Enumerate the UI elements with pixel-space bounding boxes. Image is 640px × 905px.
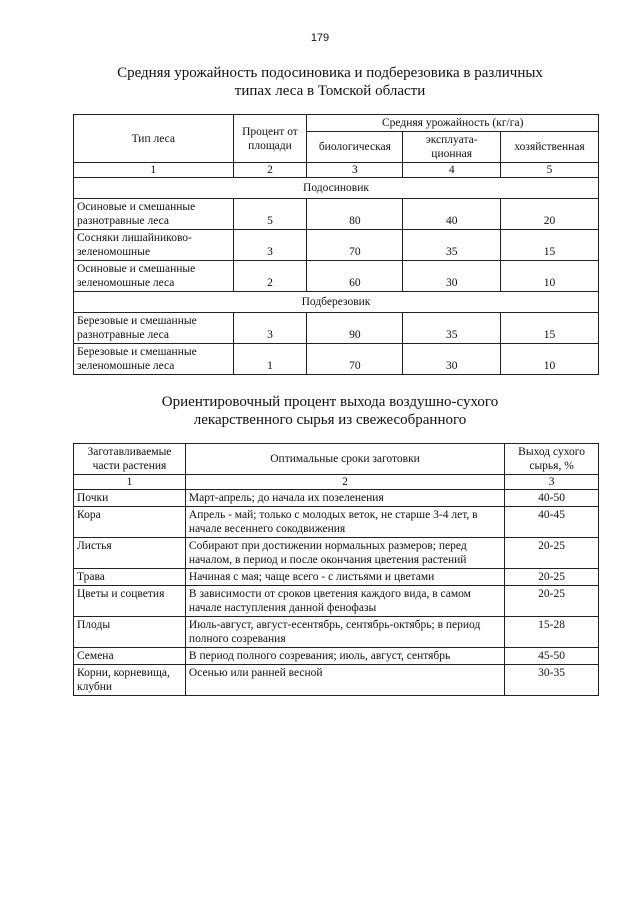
percent-cell: 5: [233, 199, 307, 230]
dry-yield-cell: 15-28: [505, 617, 599, 648]
economic-cell: 15: [501, 230, 599, 261]
exploitation-cell: 35: [403, 313, 501, 344]
header-dry-yield: [505, 444, 599, 475]
column-number: 3: [307, 163, 403, 178]
header-exploitation-line2: ционная: [431, 148, 473, 160]
column-number-row: [74, 475, 599, 490]
column-number: 3: [505, 475, 599, 490]
table1-title-line1: Средняя урожайность подосиновика и подберезовика в различных: [117, 65, 543, 81]
table-row: [74, 199, 599, 230]
exploitation-cell: 30: [403, 261, 501, 292]
timing-cell: В период полного созревания; июль, август, сентябрь: [185, 648, 504, 665]
mushroom-yield-table: [73, 114, 599, 375]
forest-type-line1: Березовые и смешанные: [77, 315, 197, 327]
dry-yield-cell: 20-25: [505, 538, 599, 569]
column-number: 5: [501, 163, 599, 178]
table2-title: [60, 393, 600, 429]
table-row: [74, 665, 599, 696]
column-number: 2: [185, 475, 504, 490]
dry-yield-cell: 45-50: [505, 648, 599, 665]
plant-part-cell: Семена: [74, 648, 186, 665]
timing-cell: Март-апрель; до начала их позеленения: [185, 490, 504, 507]
exploitation-cell: 30: [403, 344, 501, 375]
plant-part-cell: Трава: [74, 569, 186, 586]
economic-cell: 20: [501, 199, 599, 230]
plant-part-cell: Цветы и соцветия: [74, 586, 186, 617]
table1-title-line2: типах леса в Томской области: [234, 83, 426, 99]
table-row: [74, 617, 599, 648]
plant-part-cell: Почки: [74, 490, 186, 507]
header-percent-area-line1: Процент от: [242, 125, 298, 138]
biological-cell: 80: [307, 199, 403, 230]
header-forest-type: Тип леса: [74, 115, 234, 163]
economic-cell: 10: [501, 261, 599, 292]
forest-type-line2: зеленомошные леса: [77, 360, 175, 372]
percent-cell: 2: [233, 261, 307, 292]
column-number-row: [74, 163, 599, 178]
timing-cell: Начиная с мая; чаще всего - с листьями и цветами: [185, 569, 504, 586]
exploitation-cell: 35: [403, 230, 501, 261]
table-row: [74, 261, 599, 292]
forest-type-line1: Осиновые и смешанные: [77, 263, 196, 275]
group-row: [74, 178, 599, 199]
forest-type-line2: разнотравные леса: [77, 215, 169, 227]
percent-cell: 1: [233, 344, 307, 375]
column-number: 2: [233, 163, 307, 178]
header-economic: хозяйственная: [501, 132, 599, 163]
header-parts-line1: Заготавливаемые: [87, 446, 172, 458]
forest-type-cell: [74, 344, 234, 375]
header-exploitation: [403, 132, 501, 163]
column-number: 1: [74, 475, 186, 490]
forest-type-line1: Сосняки лишайниково-: [77, 232, 192, 244]
table-row: [74, 490, 599, 507]
dry-yield-cell: 40-45: [505, 507, 599, 538]
header-dry-yield-line1: Выход сухого: [518, 446, 585, 458]
timing-cell: Собирают при достижении нормальных размеров; перед началом, в период и после окончания цветения растений: [185, 538, 504, 569]
group-row: [74, 292, 599, 313]
timing-cell: Апрель - май; только с молодых веток, не старше 3-4 лет, в начале весеннего сокодвижения: [185, 507, 504, 538]
header-percent-area-line2: площади: [248, 139, 292, 152]
exploitation-cell: 40: [403, 199, 501, 230]
dry-yield-cell: 20-25: [505, 586, 599, 617]
plant-part-cell: Листья: [74, 538, 186, 569]
biological-cell: 70: [307, 230, 403, 261]
table1-title: [60, 64, 600, 100]
dry-yield-cell: 30-35: [505, 665, 599, 696]
forest-type-line1: Осиновые и смешанные: [77, 201, 196, 213]
timing-cell: Июль-август, август-есентябрь, сентябрь-октябрь; в период полного созревания: [185, 617, 504, 648]
percent-cell: 3: [233, 313, 307, 344]
dry-yield-cell: 20-25: [505, 569, 599, 586]
page-number: 179: [310, 32, 330, 44]
plant-part-cell: Корни, корневища, клубни: [74, 665, 186, 696]
table-row: [74, 230, 599, 261]
forest-type-line2: разнотравные леса: [77, 329, 169, 341]
percent-cell: 3: [233, 230, 307, 261]
header-biological: биологическая: [307, 132, 403, 163]
table-row: [74, 313, 599, 344]
column-number: 1: [74, 163, 234, 178]
dry-yield-cell: 40-50: [505, 490, 599, 507]
forest-type-cell: [74, 230, 234, 261]
biological-cell: 90: [307, 313, 403, 344]
forest-type-line2: зеленомошные: [77, 246, 151, 258]
table-row: [74, 538, 599, 569]
header-parts: [74, 444, 186, 475]
group-name-podosinovik: Подосиновик: [74, 178, 599, 199]
forest-type-line1: Березовые и смешанные: [77, 346, 197, 358]
header-exploitation-line1: эксплуата-: [425, 134, 478, 146]
forest-type-line2: зеленомошные леса: [77, 277, 175, 289]
header-timing: Оптимальные сроки заготовки: [185, 444, 504, 475]
header-dry-yield-line2: сырья, %: [529, 460, 574, 472]
table-row: [74, 507, 599, 538]
economic-cell: 15: [501, 313, 599, 344]
table-row: [74, 586, 599, 617]
table2-title-line1: Ориентировочный процент выхода воздушно-сухого: [161, 394, 499, 410]
timing-cell: В зависимости от сроков цветения каждого вида, в самом начале наступления данной фенофазы: [185, 586, 504, 617]
raw-material-yield-table: [73, 443, 599, 696]
timing-cell: Осенью или ранней весной: [185, 665, 504, 696]
header-yield-group: Средняя урожайность (кг/га): [307, 115, 599, 132]
column-number: 4: [403, 163, 501, 178]
biological-cell: 70: [307, 344, 403, 375]
table-row: [74, 648, 599, 665]
table-row: [74, 569, 599, 586]
biological-cell: 60: [307, 261, 403, 292]
header-percent-area: [233, 115, 307, 163]
forest-type-cell: [74, 199, 234, 230]
forest-type-cell: [74, 261, 234, 292]
header-parts-line2: части растения: [92, 460, 167, 472]
plant-part-cell: Кора: [74, 507, 186, 538]
table-row: [74, 344, 599, 375]
forest-type-cell: [74, 313, 234, 344]
economic-cell: 10: [501, 344, 599, 375]
table2-title-line2: лекарственного сырья из свежесобранного: [193, 412, 467, 428]
group-name-podberezovik: Подберезовик: [74, 292, 599, 313]
plant-part-cell: Плоды: [74, 617, 186, 648]
